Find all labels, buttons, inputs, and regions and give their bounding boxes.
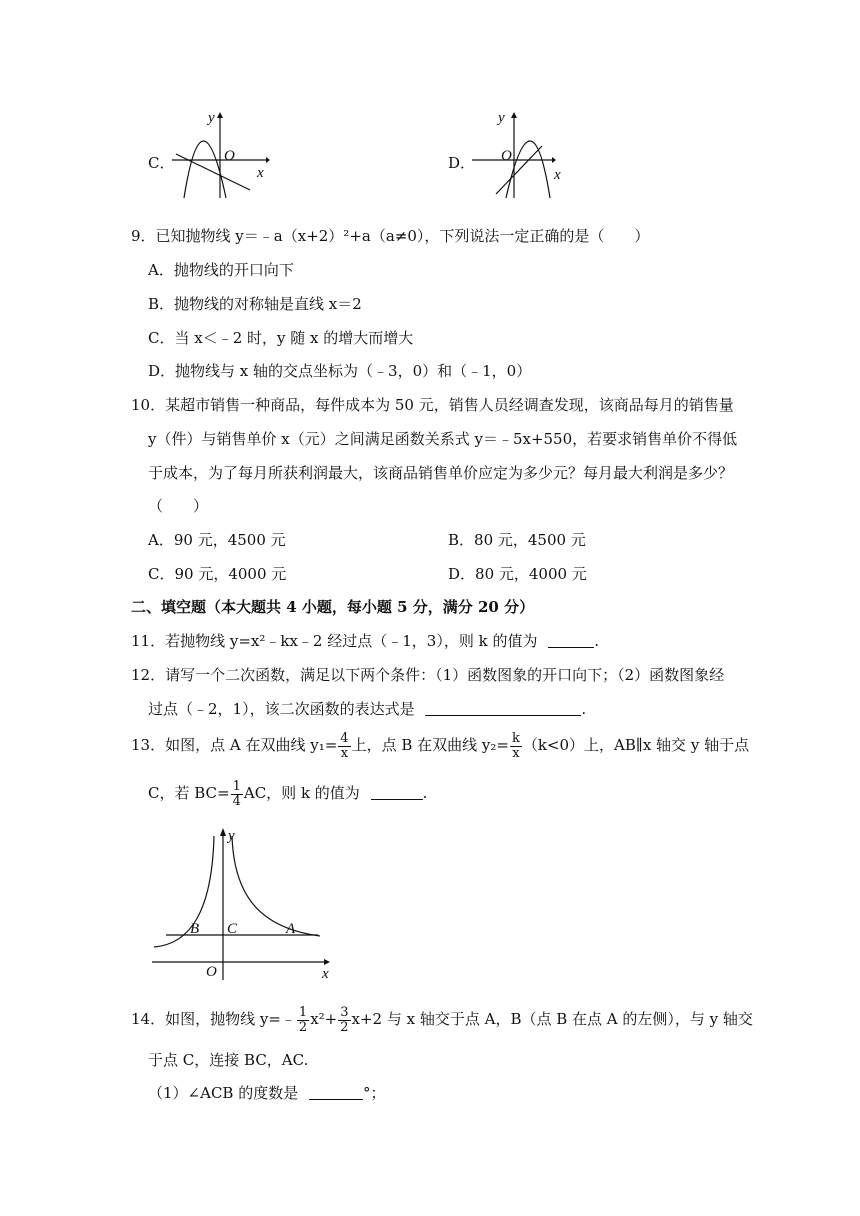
q10-option-a: A．90 元，4500 元 (148, 531, 286, 549)
q11 (131, 631, 599, 651)
q10-line4: （ ） (148, 497, 209, 515)
q10-line1: 10．某超市销售一种商品，每件成本为 50 元，销售人员经调查发现，该商品每月的销售量 (131, 396, 734, 414)
graph-d-y-label: y (498, 110, 505, 126)
q8-graph-d (470, 110, 570, 200)
q8-option-c-label: C． (148, 154, 175, 172)
q9-option-c: C．当 x＜﹣2 时，y 随 x 的增大而增大 (148, 329, 414, 347)
q8-graph-c (170, 110, 270, 200)
graph-d-x-label: x (554, 167, 561, 183)
q12-line1: 12．请写一个二次函数，满足以下两个条件：（1）函数图象的开口向下；（2）函数图象经 (131, 666, 725, 684)
q13-fraction-4-over-x: $\frac{4}{x}$ (340, 730, 349, 761)
q13-p3: （k<0）上，AB∥x 轴交 y 轴于点 (522, 736, 750, 754)
q13-answer-blank[interactable] (371, 785, 423, 800)
graph-d-parabola (506, 141, 550, 198)
q13-end: . (422, 784, 428, 802)
q13-point-c-label: C (227, 921, 238, 937)
q11-end: . (594, 632, 600, 650)
q12-text: 过点（﹣2，1），该二次函数的表达式是 (148, 700, 415, 718)
q14-fraction-3-over-2: $\frac{3}{2}$ (340, 1004, 349, 1035)
q11-text: 11．若抛物线 y=x²﹣kx﹣2 经过点（﹣1，3），则 k 的值为 (131, 632, 538, 650)
q12-answer-blank[interactable] (425, 701, 581, 716)
graph-d-origin-label: O (501, 148, 512, 164)
q13-p2: 上，点 B 在双曲线 y₂= (351, 736, 509, 754)
q13-point-b-label: B (190, 921, 200, 937)
q8-option-d-label: D． (448, 154, 476, 172)
graph-c-y-label: y (208, 110, 215, 126)
q14-line1 (131, 1004, 753, 1035)
q14-sub1-text: （1）∠ACB 的度数是 (148, 1084, 299, 1102)
q14-sub1 (148, 1083, 386, 1103)
q13-p5: AC，则 k 的值为 (243, 784, 360, 802)
q13-hyperbola-graph (150, 826, 340, 981)
q14-sub1-end: °； (363, 1084, 386, 1102)
q10-option-d: D．80 元，4000 元 (448, 565, 587, 583)
q13-point-a-label: A (286, 921, 296, 937)
q9-option-a: A．抛物线的开口向下 (148, 261, 294, 279)
q14-fraction-1-over-2: $\frac{1}{2}$ (298, 1004, 308, 1035)
q11-answer-blank[interactable] (548, 633, 594, 648)
q14-line2: 于点 C，连接 BC，AC. (148, 1051, 309, 1069)
q13-curve-y2 (154, 836, 214, 947)
q10-line2: y（件）与销售单价 x（元）之间满足函数关系式 y＝﹣5x+550，若要求销售单价不得低 (148, 430, 738, 448)
q14-p2: x²+ (310, 1010, 338, 1028)
q13-y-label: y (228, 828, 235, 844)
q13-line2 (148, 778, 427, 809)
q13-x-label: x (322, 966, 329, 982)
q9-stem: 9．已知抛物线 y＝﹣a（x+2）²+a（a≠0），下列说法一定正确的是（ ） (131, 227, 650, 245)
q13-line1 (131, 730, 749, 761)
q10-option-b: B．80 元，4500 元 (448, 531, 586, 549)
q13-p4: C，若 BC= (148, 784, 230, 802)
q14-sub1-answer-blank[interactable] (309, 1085, 363, 1100)
q10-line3: 于成本，为了每月所获利润最大，该商品销售单价应定为多少元？每月最大利润是多少？ (148, 464, 734, 482)
q14-p3: x+2 与 x 轴交于点 A，B（点 B 在点 A 的左侧），与 y 轴交 (351, 1010, 753, 1028)
section-2-heading: 二、填空题（本大题共 4 小题，每小题 5 分，满分 20 分） (131, 598, 535, 616)
q9-option-b: B．抛物线的对称轴是直线 x＝2 (148, 295, 362, 313)
graph-c-x-label: x (257, 165, 264, 181)
graph-c-origin-label: O (224, 148, 235, 164)
graph-c-line (176, 154, 250, 190)
q13-fraction-1-over-4: $\frac{1}{4}$ (232, 778, 241, 809)
q14-p1: 14．如图，抛物线 y=﹣ (131, 1010, 296, 1028)
q12-end: . (581, 700, 587, 718)
q13-origin-label: O (206, 964, 217, 980)
q13-fraction-k-over-x: $\frac{k}{x}$ (511, 730, 520, 761)
q13-p1: 13．如图，点 A 在双曲线 y₁= (131, 736, 338, 754)
q13-curve-y1 (232, 836, 320, 936)
q9-option-d: D．抛物线与 x 轴的交点坐标为（﹣3，0）和（﹣1，0） (148, 362, 532, 380)
q12-line2 (148, 699, 586, 719)
q10-option-c: C．90 元，4000 元 (148, 565, 287, 583)
